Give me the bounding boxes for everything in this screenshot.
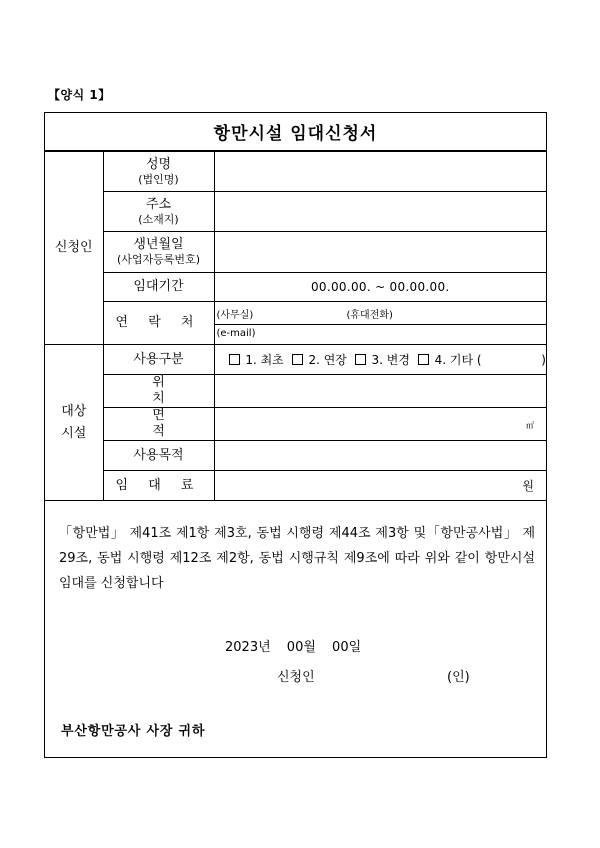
fee-input-cell[interactable] xyxy=(214,471,546,501)
usage-label: 사용구분 xyxy=(133,351,184,367)
birth-label: 생년월일 xyxy=(133,237,184,252)
facility-group-line1: 대상 xyxy=(61,403,87,419)
period-value[interactable]: 00.00.00. ~ 00.00.00. xyxy=(214,273,546,302)
name-sublabel: (법인명) xyxy=(138,172,179,186)
date-month: 00월 xyxy=(286,640,316,655)
birth-sublabel: (사업자등록번호) xyxy=(117,253,200,266)
area-input-cell[interactable] xyxy=(214,408,546,441)
contact-email-row[interactable] xyxy=(215,325,547,344)
area-unit: ㎡ xyxy=(526,421,534,430)
purpose-label: 사용목적 xyxy=(133,447,184,463)
address-sublabel: (소재지) xyxy=(138,212,179,226)
contact-label-cell xyxy=(103,302,214,345)
fee-label-cell xyxy=(103,471,214,501)
name-input-cell[interactable] xyxy=(214,152,546,192)
email-label: (e-mail) xyxy=(216,328,256,339)
option-extension: 2. 연장 xyxy=(308,353,347,367)
address-label-cell xyxy=(103,192,214,232)
form-number-label: 【양식 1】 xyxy=(48,88,111,102)
checkbox-other[interactable] xyxy=(418,354,429,365)
birth-label-cell xyxy=(103,232,214,273)
period-label: 임대기간 xyxy=(133,279,184,294)
seal-mark: (인) xyxy=(447,670,470,685)
location-label: 위 치 xyxy=(152,375,191,406)
location-label-cell xyxy=(103,375,214,408)
application-form xyxy=(44,112,547,758)
date-year: 2023년 xyxy=(225,640,271,655)
option-other: 4. 기타 ( xyxy=(434,353,482,367)
option-initial: 1. 최초 xyxy=(245,353,284,367)
area-label: 면 적 xyxy=(152,408,191,439)
checkbox-extension[interactable] xyxy=(292,354,303,365)
office-phone-label: (사무실) xyxy=(216,310,254,321)
birth-input-cell[interactable] xyxy=(214,232,546,273)
area-label-cell xyxy=(103,408,214,441)
usage-label-cell xyxy=(103,345,214,375)
checkbox-initial[interactable] xyxy=(229,354,240,365)
applicant-group-text: 신청인 xyxy=(54,240,93,255)
checkbox-change[interactable] xyxy=(355,354,366,365)
location-input-cell[interactable] xyxy=(214,375,546,408)
facility-group-label xyxy=(45,345,103,501)
application-statement: 「항만법」 제41조 제1항 제3호, 동법 시행령 제44조 제3항 및「항만공사법」 제29조, 동법 시행령 제12조 제2항, 동법 시행규칙 제9조에 따라 위와 같이 항만시설 임대를 신청합니다 xyxy=(59,526,535,591)
period-label-cell xyxy=(103,273,214,302)
purpose-label-cell xyxy=(103,441,214,471)
fee-unit: 원 xyxy=(522,479,534,493)
form-table xyxy=(45,151,546,501)
contact-phone-row[interactable] xyxy=(215,302,547,325)
applicant-signature-label: 신청인 xyxy=(277,670,315,685)
application-date xyxy=(225,636,361,655)
usage-options xyxy=(214,345,546,375)
applicant-group-label xyxy=(45,152,103,345)
address-input-cell[interactable] xyxy=(214,192,546,232)
form-title: 항만시설 임대신청서 xyxy=(45,113,546,151)
option-change: 3. 변경 xyxy=(371,353,410,367)
mobile-phone-label: (휴대전화) xyxy=(346,310,393,321)
facility-group-line2: 시설 xyxy=(61,425,87,441)
date-day: 00일 xyxy=(332,640,362,655)
option-other-close: ) xyxy=(541,353,546,367)
contact-input-cell xyxy=(214,302,546,345)
purpose-input-cell[interactable] xyxy=(214,441,546,471)
address-label: 주소 xyxy=(145,196,172,212)
addressee: 부산항만공사 사장 귀하 xyxy=(61,724,206,739)
name-label-cell xyxy=(103,152,214,192)
name-label: 성명 xyxy=(145,156,172,172)
contact-label: 연 락 처 xyxy=(115,315,202,330)
fee-label: 임 대 료 xyxy=(115,477,202,493)
